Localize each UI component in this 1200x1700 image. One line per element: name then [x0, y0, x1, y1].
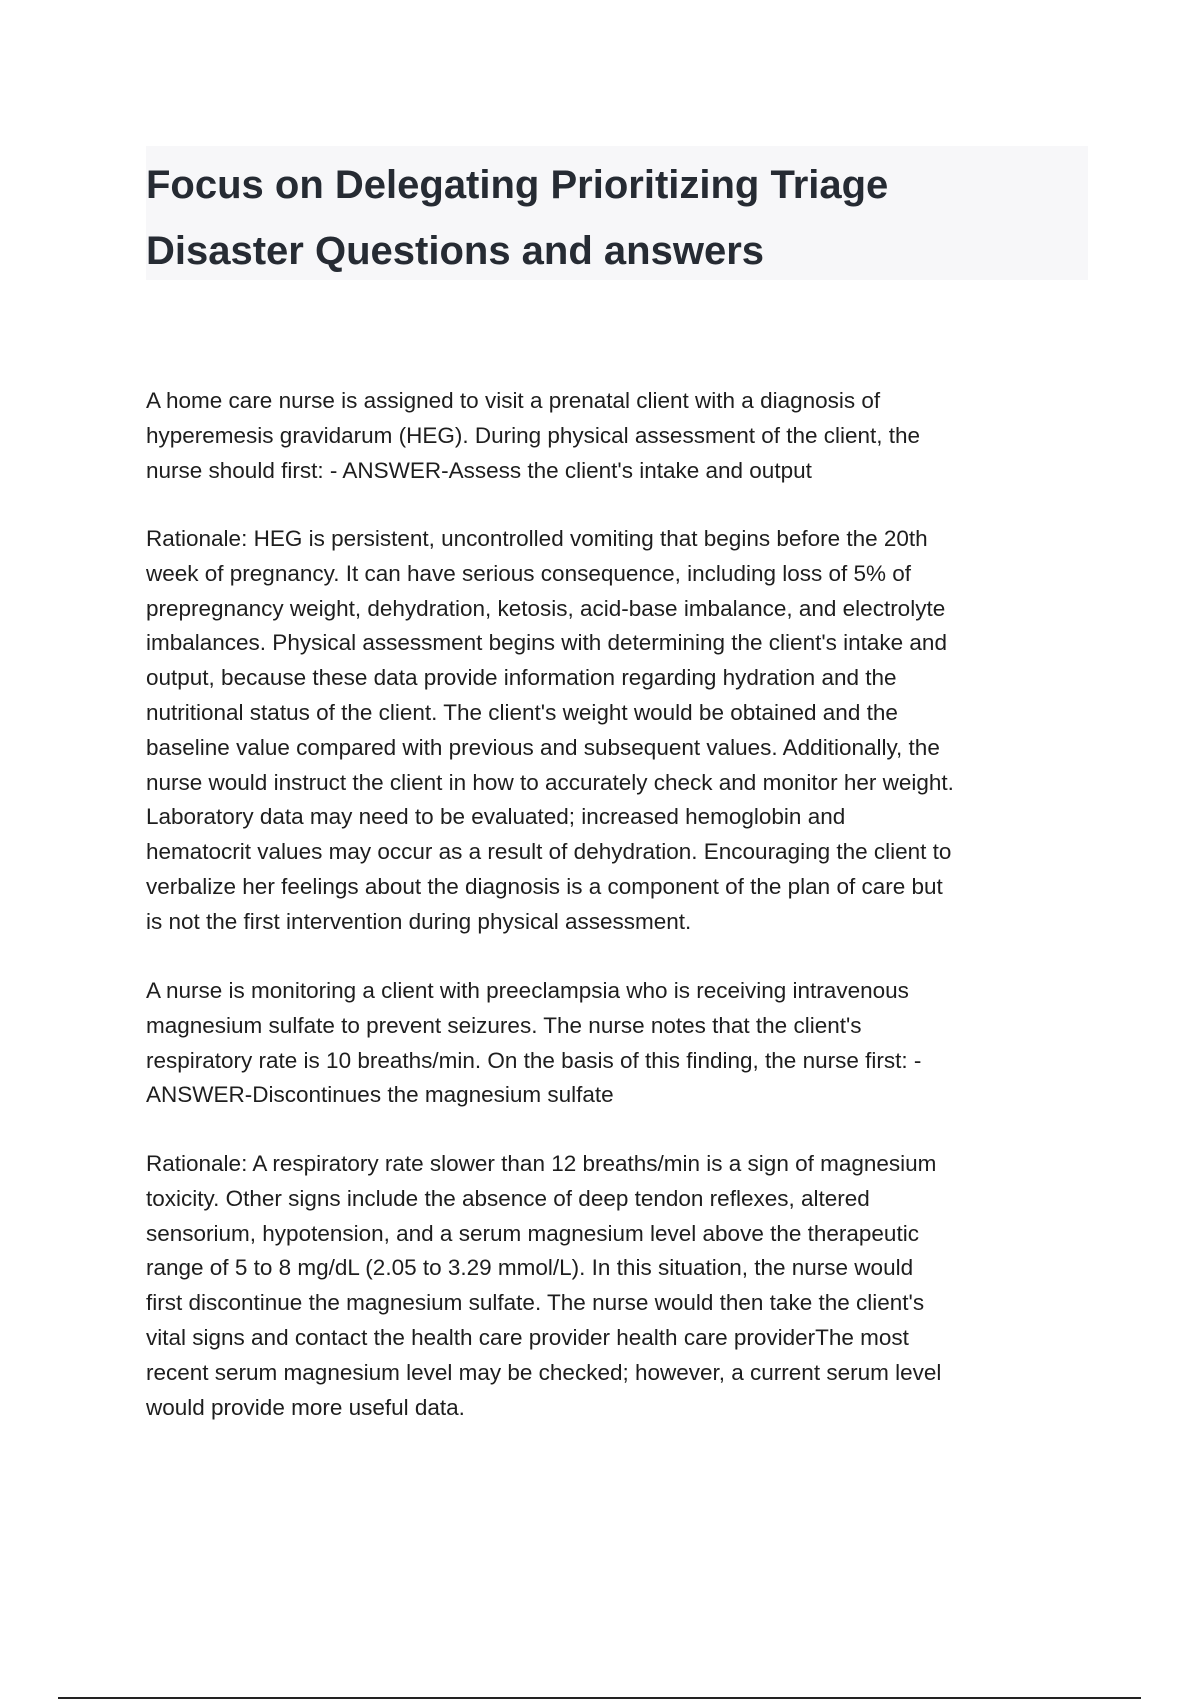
text-line: vital signs and contact the health care provider health care providerThe most: [146, 1324, 909, 1350]
text-line: range of 5 to 8 mg/dL (2.05 to 3.29 mmol/L). In this situation, the nurse would: [146, 1255, 914, 1281]
text-line: hematocrit values may occur as a result of dehydration. Encouraging the client to: [146, 839, 952, 865]
text-line: recent serum magnesium level may be checked; however, a current serum level: [146, 1359, 942, 1385]
text-line: week of pregnancy. It can have serious consequence, including loss of 5% of: [146, 560, 912, 586]
title-line: Focus on Delegating Prioritizing Triage: [146, 163, 889, 207]
text-line: nurse should first: - ANSWER-Assess the client's intake and output: [146, 457, 812, 483]
text-line: nutritional status of the client. The client's weight would be obtained and the: [146, 699, 898, 725]
text-line: nurse would instruct the client in how to accurately check and monitor her weight.: [146, 769, 954, 795]
text-line: baseline value compared with previous and subsequent values. Additionally, the: [146, 734, 940, 760]
text-line: Rationale: HEG is persistent, uncontrolled vomiting that begins before the 20th: [146, 526, 928, 551]
text-line: output, because these data provide information regarding hydration and the: [146, 665, 897, 691]
title-line: Disaster Questions and answers: [146, 229, 765, 273]
text-line: would provide more useful data.: [146, 1394, 465, 1420]
text-line: magnesium sulfate to prevent seizures. The nurse notes that the client's: [146, 1012, 862, 1038]
title-banner: [146, 146, 1088, 280]
text-line: Rationale: A respiratory rate slower than 12 breaths/min is a sign of magnesium: [146, 1151, 937, 1176]
text-line: first discontinue the magnesium sulfate. The nurse would then take the client's: [146, 1290, 925, 1316]
text-line: respiratory rate is 10 breaths/min. On the basis of this finding, the nurse first: -: [146, 1047, 922, 1073]
question-paragraph: [146, 974, 921, 1113]
document-title: [146, 152, 888, 284]
text-line: hyperemesis gravidarum (HEG). During physical assessment of the client, the: [146, 422, 921, 448]
text-line: toxicity. Other signs include the absence of deep tendon reflexes, altered: [146, 1185, 870, 1211]
question-paragraph: [146, 384, 920, 488]
text-line: prepregnancy weight, dehydration, ketosis, acid-base imbalance, and electrolyte: [146, 595, 946, 621]
rationale-paragraph: [146, 522, 954, 940]
page-bottom-rule: [58, 1697, 1141, 1699]
text-line: ANSWER-Discontinues the magnesium sulfate: [146, 1082, 614, 1108]
rationale-paragraph: [146, 1147, 941, 1425]
text-line: sensorium, hypotension, and a serum magnesium level above the therapeutic: [146, 1220, 919, 1246]
text-line: imbalances. Physical assessment begins with determining the client's intake and: [146, 630, 947, 656]
text-line: A home care nurse is assigned to visit a prenatal client with a diagnosis of: [146, 388, 881, 413]
text-line: is not the first intervention during physical assessment.: [146, 908, 692, 934]
text-line: verbalize her feelings about the diagnosis is a component of the plan of care but: [146, 873, 943, 899]
text-line: A nurse is monitoring a client with preeclampsia who is receiving intravenous: [146, 978, 909, 1003]
text-line: Laboratory data may need to be evaluated; increased hemoglobin and: [146, 804, 846, 830]
